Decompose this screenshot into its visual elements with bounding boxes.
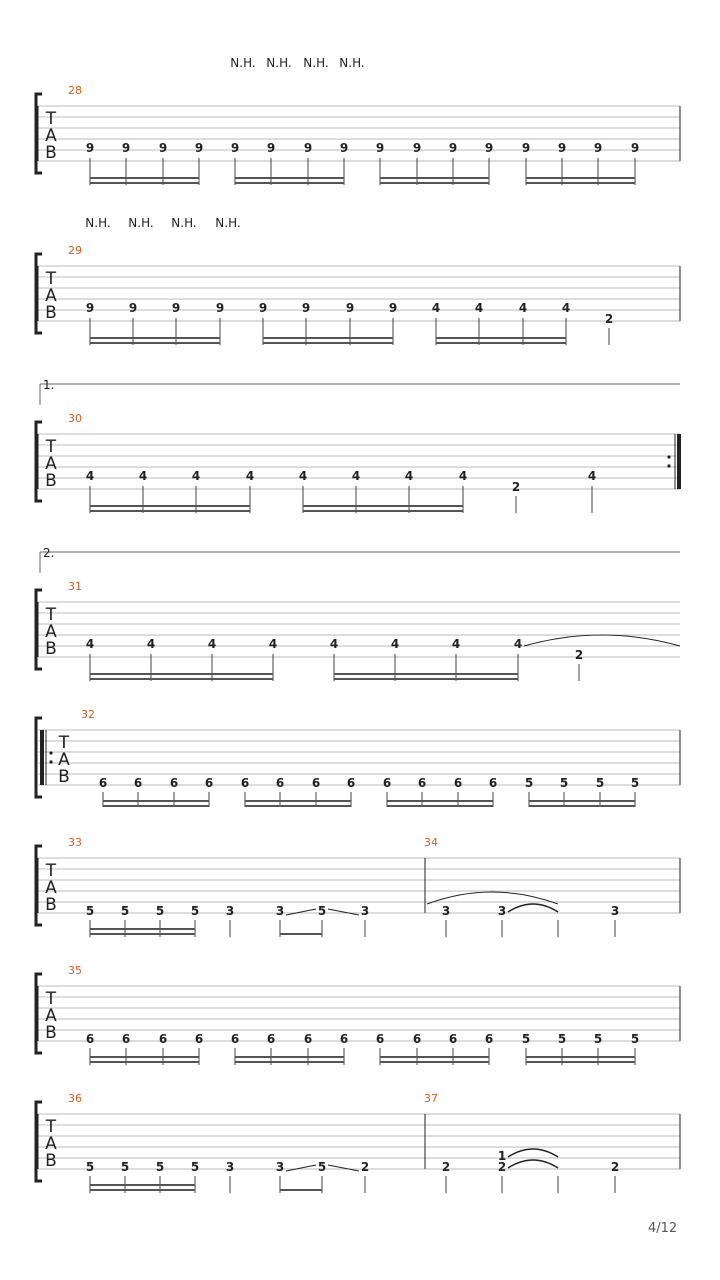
tab-system-7 bbox=[36, 964, 680, 1065]
fret-number: 4 bbox=[587, 469, 597, 483]
fret-number: 4 bbox=[191, 469, 201, 483]
fret-number: 5 bbox=[155, 904, 165, 918]
harmonic-marking: N.H. bbox=[230, 56, 256, 70]
fret-number: 6 bbox=[194, 1032, 204, 1046]
staff-lines bbox=[38, 602, 680, 657]
repeat-end-barline bbox=[667, 434, 681, 489]
measure-number: 35 bbox=[68, 964, 82, 977]
fret-number: 5 bbox=[557, 1032, 567, 1046]
fret-number: 9 bbox=[301, 301, 311, 315]
tab-clef-b: B bbox=[45, 639, 57, 659]
fret-number: 4 bbox=[85, 469, 95, 483]
fret-number: 9 bbox=[121, 141, 131, 155]
page-number: 4/12 bbox=[648, 1221, 678, 1236]
fret-number: 4 bbox=[146, 637, 156, 651]
fret-number: 9 bbox=[388, 301, 398, 315]
fret-number: 4 bbox=[474, 301, 484, 315]
tab-clef-a: A bbox=[58, 750, 70, 770]
fret-number: 5 bbox=[630, 776, 640, 790]
fret-number: 5 bbox=[85, 904, 95, 918]
hammer-on-arc bbox=[508, 1160, 558, 1168]
fret-number: 5 bbox=[120, 1160, 130, 1174]
fret-number: 4 bbox=[458, 469, 468, 483]
tab-clef-b: B bbox=[45, 895, 57, 915]
tab-system-3 bbox=[36, 378, 681, 513]
fret-number: 5 bbox=[524, 776, 534, 790]
fret-number: 5 bbox=[85, 1160, 95, 1174]
fret-number: 9 bbox=[339, 141, 349, 155]
tab-clef-t: T bbox=[45, 1117, 57, 1137]
beams bbox=[90, 505, 463, 512]
fret-number: 4 bbox=[561, 301, 571, 315]
measure-number: 34 bbox=[424, 836, 438, 849]
staff-lines bbox=[38, 106, 680, 161]
staff-lines bbox=[38, 858, 680, 913]
fret-number: 2 bbox=[360, 1160, 370, 1174]
tab-system-8 bbox=[36, 1092, 680, 1193]
beams bbox=[90, 673, 518, 680]
fret-number: 2 bbox=[511, 480, 521, 494]
fret-number: 9 bbox=[303, 141, 313, 155]
fret-number: 4 bbox=[207, 637, 217, 651]
fret-number: 9 bbox=[557, 141, 567, 155]
harmonic-marking: N.H. bbox=[266, 56, 292, 70]
fret-number: 1 bbox=[497, 1149, 507, 1163]
fret-number: 9 bbox=[630, 141, 640, 155]
fret-number: 3 bbox=[441, 904, 451, 918]
fret-number: 9 bbox=[375, 141, 385, 155]
tab-system-5 bbox=[36, 708, 680, 807]
tab-system-2 bbox=[36, 216, 680, 345]
volta-bracket-2 bbox=[40, 546, 680, 573]
tab-clef-a: A bbox=[45, 454, 57, 474]
fret-number: 6 bbox=[484, 1032, 494, 1046]
measure-number: 31 bbox=[68, 580, 82, 593]
fret-number: 6 bbox=[230, 1032, 240, 1046]
harmonic-marking: N.H. bbox=[171, 216, 197, 230]
fret-number: 6 bbox=[375, 1032, 385, 1046]
fret-number: 4 bbox=[329, 637, 339, 651]
fret-number: 6 bbox=[448, 1032, 458, 1046]
fret-number: 3 bbox=[497, 904, 507, 918]
fret-number: 6 bbox=[417, 776, 427, 790]
staff-lines bbox=[38, 986, 680, 1041]
tab-clef-t: T bbox=[45, 269, 57, 289]
tab-clef-b: B bbox=[45, 303, 57, 323]
tab-system-4 bbox=[36, 546, 680, 681]
fret-number: 5 bbox=[317, 1160, 327, 1174]
tab-clef-b: B bbox=[45, 471, 57, 491]
fret-number: 9 bbox=[484, 141, 494, 155]
fret-number: 4 bbox=[431, 301, 441, 315]
volta-bracket-1 bbox=[40, 378, 680, 405]
staff-lines bbox=[38, 1114, 680, 1169]
beams bbox=[90, 1056, 635, 1063]
fret-number: 5 bbox=[190, 1160, 200, 1174]
fret-number: 5 bbox=[593, 1032, 603, 1046]
fret-number: 6 bbox=[158, 1032, 168, 1046]
fret-number: 6 bbox=[121, 1032, 131, 1046]
tab-clef-t: T bbox=[45, 109, 57, 129]
tab-clef-b: B bbox=[58, 767, 70, 787]
fret-number: 3 bbox=[610, 904, 620, 918]
fret-number: 6 bbox=[303, 1032, 313, 1046]
fret-number: 9 bbox=[593, 141, 603, 155]
fret-number: 3 bbox=[225, 1160, 235, 1174]
harmonic-marking: N.H. bbox=[128, 216, 154, 230]
tab-clef-t: T bbox=[45, 605, 57, 625]
tab-clef-a: A bbox=[45, 622, 57, 642]
fret-number: 6 bbox=[453, 776, 463, 790]
fret-number: 6 bbox=[382, 776, 392, 790]
tab-system-6 bbox=[36, 836, 680, 937]
harmonic-marking: N.H. bbox=[303, 56, 329, 70]
fret-number: 6 bbox=[98, 776, 108, 790]
fret-number: 6 bbox=[311, 776, 321, 790]
harmonic-marking: N.H. bbox=[339, 56, 365, 70]
fret-number: 9 bbox=[194, 141, 204, 155]
tab-clef-t: T bbox=[58, 733, 70, 753]
fret-number: 9 bbox=[521, 141, 531, 155]
beams bbox=[103, 800, 635, 807]
fret-number: 9 bbox=[85, 141, 95, 155]
fret-number: 9 bbox=[345, 301, 355, 315]
fret-number: 5 bbox=[630, 1032, 640, 1046]
fret-number: 9 bbox=[215, 301, 225, 315]
fret-number: 6 bbox=[346, 776, 356, 790]
fret-number: 6 bbox=[240, 776, 250, 790]
harmonic-marking: N.H. bbox=[215, 216, 241, 230]
measure-number: 37 bbox=[424, 1092, 438, 1105]
fret-number: 6 bbox=[266, 1032, 276, 1046]
note-stems bbox=[90, 158, 635, 185]
beams bbox=[90, 177, 635, 184]
measure-number: 30 bbox=[68, 412, 82, 425]
fret-number: 4 bbox=[298, 469, 308, 483]
tab-clef-a: A bbox=[45, 1134, 57, 1154]
tab-clef-b: B bbox=[45, 1023, 57, 1043]
fret-number: 2 bbox=[441, 1160, 451, 1174]
note-stems bbox=[90, 654, 579, 681]
volta-label: 1. bbox=[43, 378, 55, 392]
tab-system-1 bbox=[36, 56, 680, 185]
fret-number: 6 bbox=[85, 1032, 95, 1046]
note-stems bbox=[103, 792, 635, 807]
measure-number: 28 bbox=[68, 84, 82, 97]
fret-number: 6 bbox=[339, 1032, 349, 1046]
volta-label: 2. bbox=[43, 546, 55, 560]
fret-number: 9 bbox=[85, 301, 95, 315]
tab-clef-a: A bbox=[45, 1006, 57, 1026]
note-stems bbox=[90, 318, 609, 345]
fret-number: 9 bbox=[412, 141, 422, 155]
fret-number: 2 bbox=[610, 1160, 620, 1174]
harmonic-marking: N.H. bbox=[85, 216, 111, 230]
fret-number: 6 bbox=[488, 776, 498, 790]
measure-number: 33 bbox=[68, 836, 82, 849]
fret-number: 9 bbox=[448, 141, 458, 155]
fret-number: 6 bbox=[133, 776, 143, 790]
measure-number: 29 bbox=[68, 244, 82, 257]
fret-number: 9 bbox=[230, 141, 240, 155]
fret-number: 4 bbox=[268, 637, 278, 651]
fret-number: 3 bbox=[275, 1160, 285, 1174]
fret-number: 9 bbox=[258, 301, 268, 315]
fret-number: 3 bbox=[360, 904, 370, 918]
fret-number: 4 bbox=[245, 469, 255, 483]
hammer-on-arc bbox=[508, 904, 558, 912]
fret-number: 5 bbox=[595, 776, 605, 790]
fret-number: 2 bbox=[497, 1160, 507, 1174]
fret-number: 2 bbox=[574, 648, 584, 662]
fret-number: 5 bbox=[190, 904, 200, 918]
tab-clef-t: T bbox=[45, 861, 57, 881]
tab-clef-b: B bbox=[45, 1151, 57, 1171]
fret-number: 5 bbox=[559, 776, 569, 790]
fret-number: 9 bbox=[158, 141, 168, 155]
repeat-start-barline bbox=[40, 730, 53, 785]
tie-arc bbox=[524, 635, 680, 646]
fret-number: 4 bbox=[351, 469, 361, 483]
fret-number: 6 bbox=[412, 1032, 422, 1046]
tab-clef-t: T bbox=[45, 437, 57, 457]
tab-clef-b: B bbox=[45, 143, 57, 163]
fret-number: 5 bbox=[521, 1032, 531, 1046]
tab-clef-a: A bbox=[45, 878, 57, 898]
fret-number: 3 bbox=[275, 904, 285, 918]
fret-number: 6 bbox=[169, 776, 179, 790]
fret-number: 5 bbox=[317, 904, 327, 918]
fret-number: 4 bbox=[518, 301, 528, 315]
fret-number: 2 bbox=[604, 312, 614, 326]
fret-number: 3 bbox=[225, 904, 235, 918]
fret-number: 6 bbox=[275, 776, 285, 790]
fret-number: 4 bbox=[404, 469, 414, 483]
hammer-on-arc bbox=[508, 1149, 558, 1157]
tab-clef-a: A bbox=[45, 286, 57, 306]
fret-number: 9 bbox=[266, 141, 276, 155]
fret-number: 6 bbox=[204, 776, 214, 790]
fret-number: 5 bbox=[120, 904, 130, 918]
fret-number: 9 bbox=[128, 301, 138, 315]
fret-number: 4 bbox=[390, 637, 400, 651]
fret-number: 5 bbox=[155, 1160, 165, 1174]
fret-number: 4 bbox=[513, 637, 523, 651]
measure-number: 36 bbox=[68, 1092, 82, 1105]
beams bbox=[90, 337, 566, 344]
fret-number: 4 bbox=[85, 637, 95, 651]
measure-number: 32 bbox=[81, 708, 95, 721]
tab-clef-a: A bbox=[45, 126, 57, 146]
tab-clef-t: T bbox=[45, 989, 57, 1009]
fret-number: 9 bbox=[171, 301, 181, 315]
fret-number: 4 bbox=[451, 637, 461, 651]
fret-number: 4 bbox=[138, 469, 148, 483]
